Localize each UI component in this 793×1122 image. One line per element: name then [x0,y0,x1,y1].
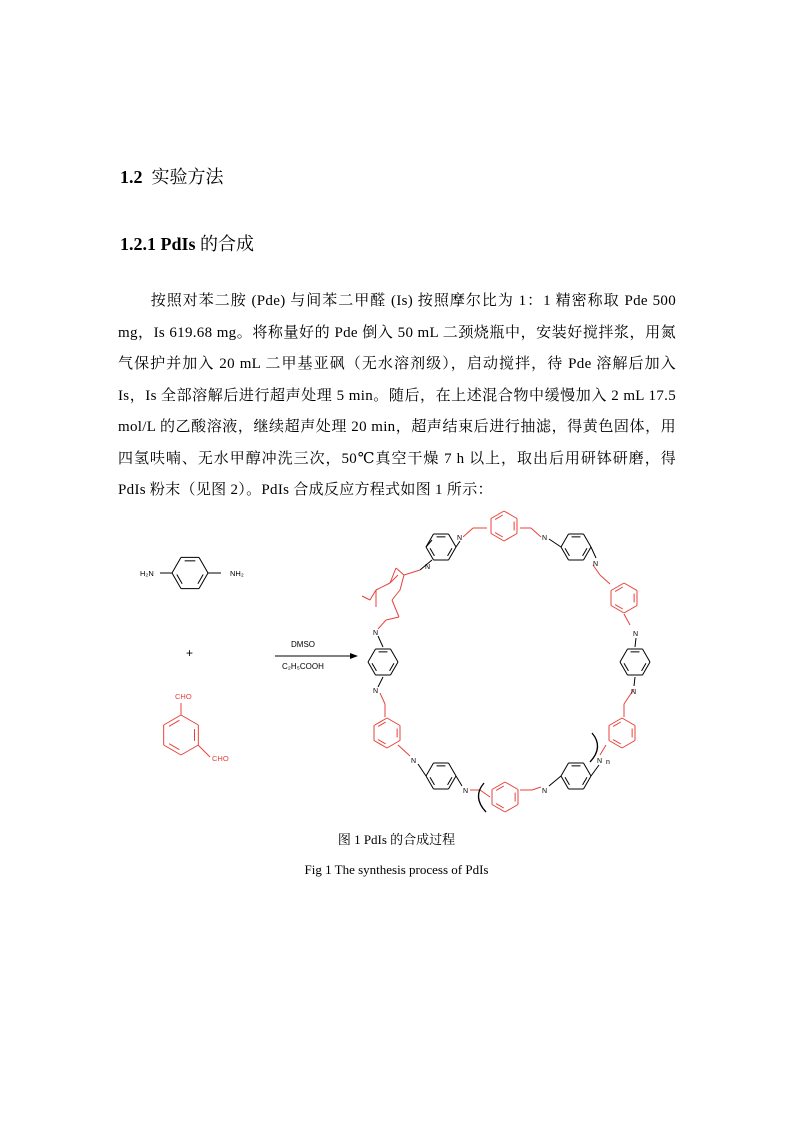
ring-bond [181,715,198,725]
ring-bond [449,763,457,776]
subsection-title-bold: PdIs [160,234,196,254]
ring-bond [561,776,569,789]
ring-bond [387,741,400,749]
chain-bond [456,776,462,786]
ring-bond [492,782,505,790]
nitrogen-atom-label: N [631,689,637,696]
ring-bond [391,662,399,675]
ring-bond [368,649,376,662]
ring-bond [643,649,651,662]
chain-bond [390,568,396,583]
ring-bond [561,763,569,776]
chain-bond [635,638,636,647]
subsection-title-rest: 的合成 [200,234,255,254]
chain-bond [549,776,561,786]
ring-bond [624,583,637,591]
chain-bond [600,745,606,755]
chain-bond [634,677,635,686]
ring-bond [391,649,399,662]
chain-bond [404,570,420,575]
chain-bond [531,528,541,537]
ring-bond [624,606,637,614]
chain-bond [480,790,490,797]
ring-bond [449,534,457,547]
nitrogen-atom-label: N [373,688,379,695]
chain-bond [591,547,596,558]
nitrogen-atom-label: N [457,535,463,542]
ring-bond [584,534,592,547]
chain-bond [532,787,541,790]
ring-bond [561,534,569,547]
nitrogen-atom-label: N [593,561,599,568]
ring-bond [491,534,504,542]
reagent-dmso: DMSO [291,640,315,649]
ring-bond [609,741,622,749]
chain-bond [600,575,610,584]
chain-bond [624,614,630,625]
nitrogen-atom-label: N [411,758,417,765]
subsection-number: 1.2.1 [120,234,156,254]
ring-bond [426,763,434,776]
ring-bond [491,511,504,519]
chain-bond [396,568,404,575]
nitrogen-atom-label: N [542,788,548,795]
nitrogen-atom-label: N [597,758,603,765]
ring-bond [387,718,400,726]
ring-bond [199,573,208,589]
chain-bond [392,590,400,600]
ring-bond [584,776,592,789]
ring-bond [199,557,208,573]
ring-bond [505,782,518,790]
plus-sign: + [186,646,194,660]
chain-bond [378,620,386,629]
ring-bond [643,662,651,675]
chain-bond [378,677,383,687]
repeat-bracket-left [478,783,486,812]
ring-bond [164,715,181,725]
ring-bond [609,718,622,726]
nitrogen-atom-label: N [542,535,548,542]
reactant1-right-label: NH₂ [230,569,244,578]
ring-bond [172,573,181,589]
ring-bond [374,741,387,749]
cho-bottom-label: CHO [212,754,229,763]
chain-bond [378,636,383,647]
ring-bond [164,745,181,755]
ring-bond [505,805,518,813]
figure-caption-chinese: 图 1 PdIs 的合成过程 [337,832,456,847]
nitrogen-atom-label: N [425,564,431,571]
reagent-acid: C₂H₅COOH [282,662,324,671]
nitrogen-atom-label: N [463,788,469,795]
ring-bond [584,547,592,560]
figure-caption-english: Fig 1 The synthesis process of PdIs [304,862,489,877]
nitrogen-atom-label: N [373,630,379,637]
ring-bond [426,547,434,560]
structure-bonds [160,511,650,812]
ring-bond [620,662,628,675]
chain-bond [418,764,426,776]
ring-bond [449,776,457,789]
reaction-arrow-head [350,653,358,659]
structure-atoms [373,535,638,795]
ring-bond [584,763,592,776]
ring-bond [492,805,505,813]
ring-bond [172,557,181,573]
ring-bond [622,741,635,749]
ring-bond [181,745,198,755]
bond-line [198,745,210,757]
ring-bond [504,534,517,542]
chain-bond [392,600,399,617]
chain-bond [362,596,370,600]
chain-bond [376,583,390,590]
ring-bond [611,583,624,591]
reactant1-left-label: H₂N [140,569,154,578]
chain-bond [591,765,599,776]
nitrogen-atom-label: N [633,631,639,638]
chain-bond [549,539,561,547]
cho-top-label: CHO [175,692,192,701]
ring-bond [620,649,628,662]
ring-bond [368,662,376,675]
section-number: 1.2 [120,167,143,187]
ring-bond [622,718,635,726]
chain-bond [370,590,376,600]
chain-bond [463,528,473,537]
chain-bond [400,575,404,590]
paragraph-text: 按照对苯二胺 (Pde) 与间苯二甲醛 (Is) 按照摩尔比为 1：1 精密称取 Pde 500 mg，Is 619.68 mg。将称量好的 Pde 倒入 50 mL 二颈烧瓶中，安装好搅拌浆，用氮气保护并加入 20 mL 二甲基亚砜（无水溶剂级），启动搅拌，待 Pde 溶解后加入 Is，Is 全部溶解后进行超声处理 5 min。随后，在上述混合物中缓慢加入 2 mL 17.5 mol/L 的乙酸溶液，继续超声处理 20 min，超声结束后进行抽滤，得黄色固体，用四氢呋喃、无水甲醇冲洗三次，50℃真空干燥 7 h 以上，取出后用研钵研磨，得 PdIs 粉末（见图 2）。PdIs 合成反应方程式如图 1 所示： [118,293,676,498]
ring-bond [374,718,387,726]
ring-bond [449,547,457,560]
section-title: 实验方法 [151,167,224,187]
repeat-n-label: n [606,759,610,766]
chain-bond [398,745,410,756]
chain-bond [380,693,385,704]
ring-bond [426,776,434,789]
ring-bond [611,606,624,614]
ring-bond [504,511,517,519]
chain-bond [386,617,399,620]
ring-bond [561,547,569,560]
